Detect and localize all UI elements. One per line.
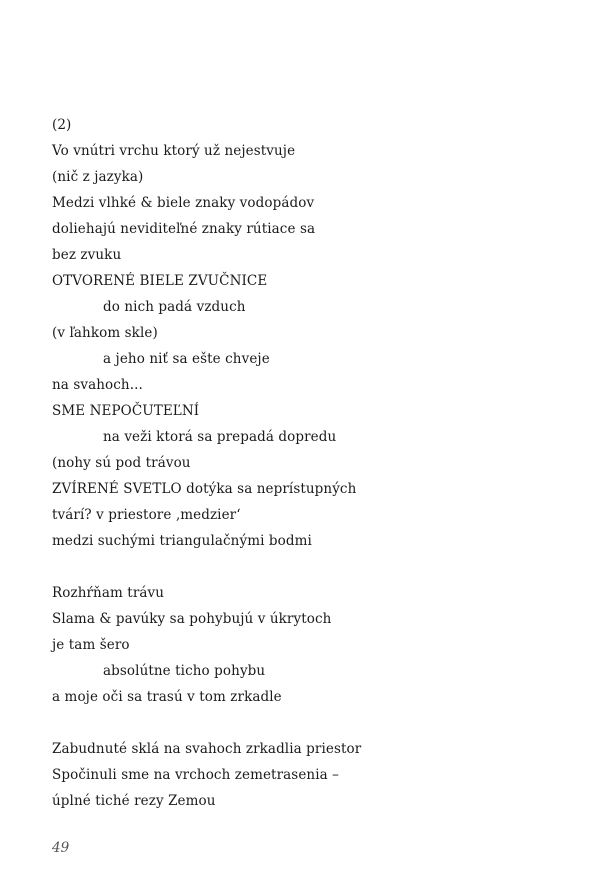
poem-line: ZVÍRENÉ SVETLO dotýka sa neprístupných — [52, 481, 357, 497]
poem-line: Slama & pavúky sa pohybujú v úkrytoch — [52, 611, 332, 627]
poem-line: a moje oči sa trasú v tom zrkadle — [52, 689, 282, 705]
poem-line: Medzi vlhké & biele znaky vodopádov — [52, 195, 315, 211]
poem-line: Rozhŕňam trávu — [52, 585, 165, 601]
poem-line: do nich padá vzduch — [103, 299, 246, 315]
poem-line: doliehajú neviditeľné znaky rútiace sa — [52, 221, 316, 237]
poem-line: (nohy sú pod trávou — [52, 455, 191, 471]
poem-line: absolútne ticho pohybu — [103, 663, 266, 679]
stanza-break — [52, 554, 572, 580]
poem-line: (v ľahkom skle) — [52, 325, 158, 341]
poem-line: bez zvuku — [52, 247, 122, 263]
poem-line: na veži ktorá sa prepadá dopredu — [103, 429, 337, 445]
poem-line: SME NEPOČUTEĽNÍ — [52, 403, 200, 419]
poem-line: Vo vnútri vrchu ktorý už nejestvuje — [52, 143, 296, 159]
poem-line: medzi suchými triangulačnými bodmi — [52, 533, 312, 549]
page-number: 49 — [52, 840, 70, 856]
poem — [52, 112, 572, 814]
poem-line: úplné tiché rezy Zemou — [52, 793, 216, 809]
poem-line: (nič z jazyka) — [52, 169, 144, 185]
poem-line: je tam šero — [52, 637, 130, 653]
poem-line: na svahoch... — [52, 377, 143, 393]
poem-line: a jeho niť sa ešte chveje — [103, 351, 270, 367]
stanza-break — [52, 710, 572, 736]
poem-line: (2) — [52, 117, 72, 133]
poem-line: tvárí? v priestore ‚medzier‘ — [52, 507, 241, 523]
poem-line: Zabudnuté sklá na svahoch zrkadlia priestor — [52, 741, 362, 757]
poem-line: OTVORENÉ BIELE ZVUČNICE — [52, 273, 268, 289]
poem-line: Spočinuli sme na vrchoch zemetrasenia – — [52, 767, 340, 783]
